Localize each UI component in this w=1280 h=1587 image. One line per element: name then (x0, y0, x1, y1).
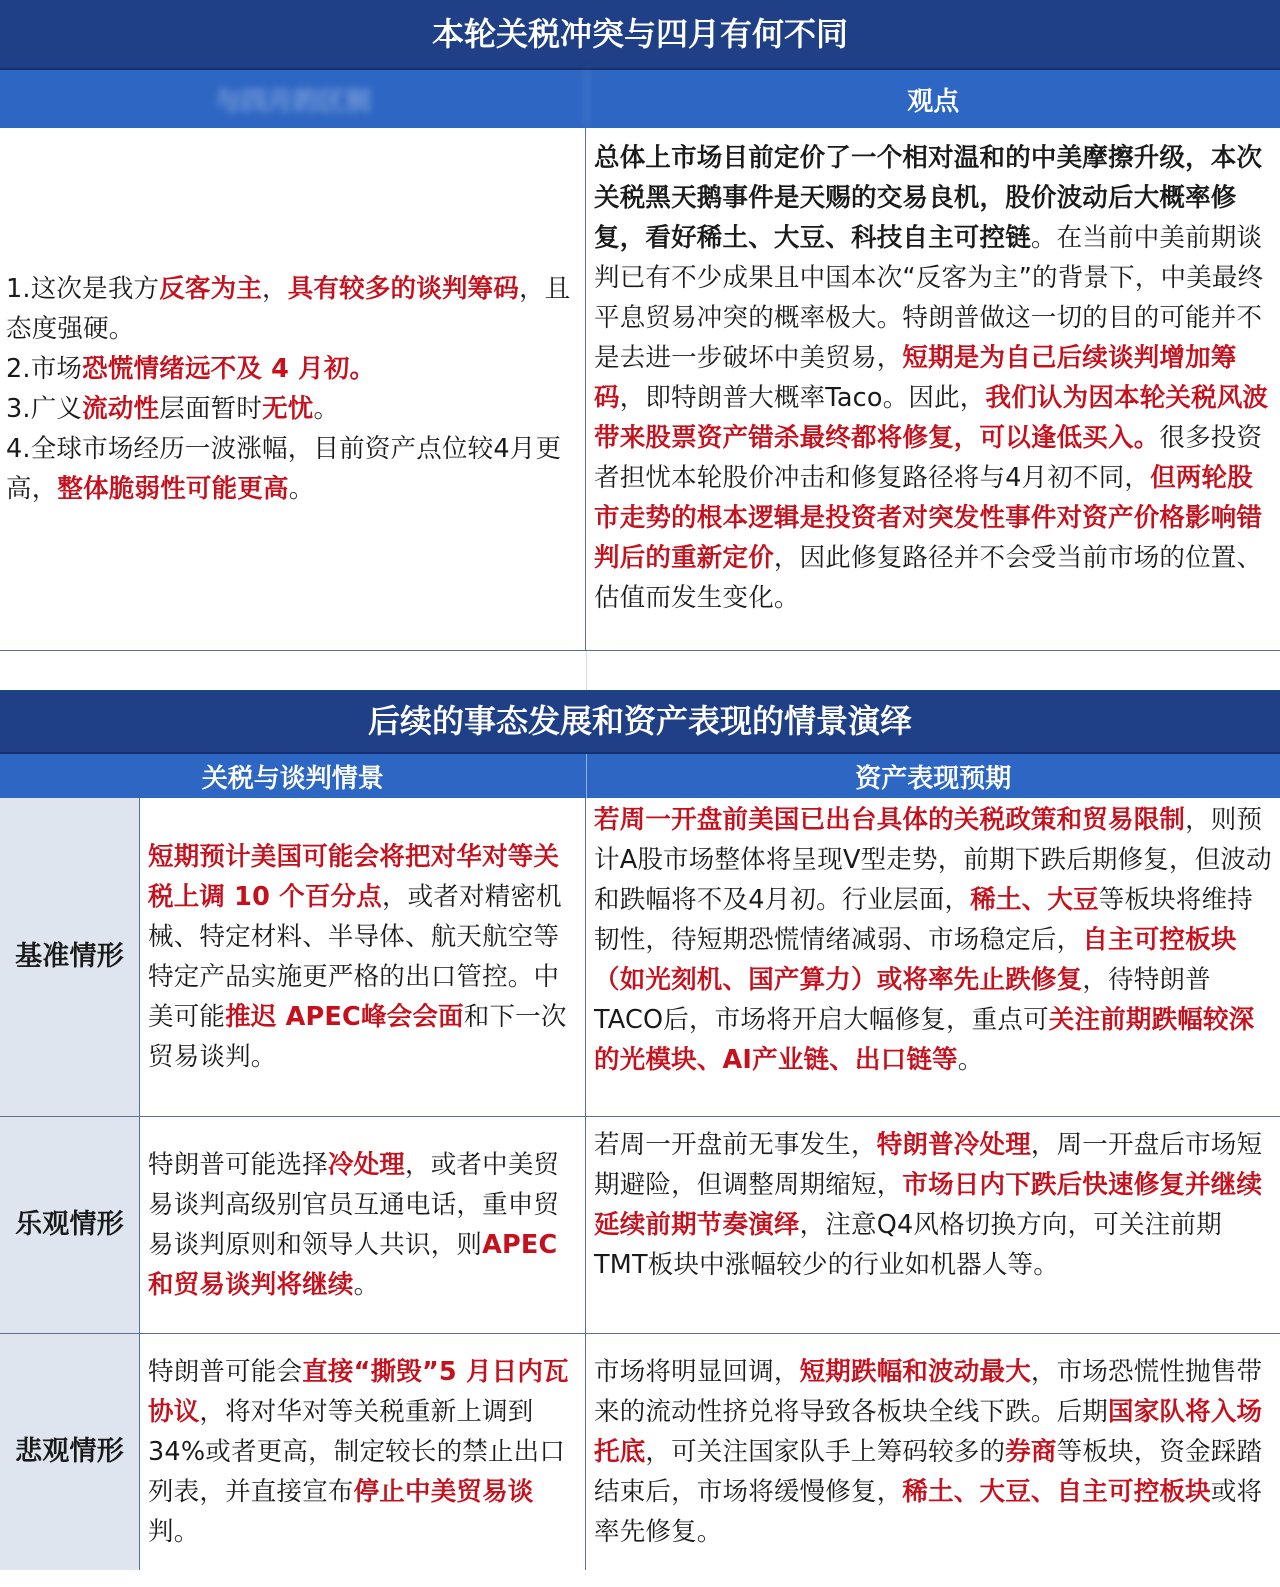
table-header-row (0, 754, 1280, 798)
expectation-highlight: 自主可控板块（如光刻机、国产算力）或将率先止跌修复 (594, 925, 1237, 995)
list-item (6, 349, 577, 389)
expectation-text: ，则预计A股市场整体将呈现V型走势，前期下跌后期修复，但波动和跌幅将不及4月初。行业层面， (594, 805, 1272, 915)
viewpoint-cell (586, 128, 1280, 650)
item-text: 2.市场 (6, 354, 83, 384)
condition-text: 特朗普可能会 (148, 1357, 303, 1387)
condition-highlight: APEC 和贸易谈判将继续 (148, 1230, 558, 1300)
expectation-highlight: 若周一开盘前美国已出台具体的关税政策和贸易限制 (594, 805, 1186, 835)
viewpoint-text: ，即特朗普大概率Taco。因此， (619, 383, 986, 413)
scenario-condition (140, 1117, 586, 1333)
expectation-highlight: 短期跌幅和波动最大 (799, 1357, 1031, 1387)
condition-highlight: 直接“撕毁”5 月日内瓦协议 (148, 1357, 569, 1427)
comparison-row (0, 128, 1280, 651)
item-text: 4.全球市场经历一波涨幅，目前资产点位较4月更高， (6, 434, 562, 504)
viewpoint-highlight: 我们认为因本轮关税风波带来股票资产错杀最终都将修复，可以逢低买入。 (594, 383, 1269, 453)
scenario-label: 悲观情形 (0, 1334, 140, 1570)
viewpoint-text: 很多投资者担忧本轮股价冲击和修复路径将与4月初不同， (594, 423, 1263, 493)
condition-text: ，或者中美贸易谈判高级别官员互通电话，重申贸易谈判原则和领导人共识，则 (148, 1150, 560, 1260)
viewpoint-highlight: 但两轮股市走势的根本逻辑是投资者对突发性事件对资产价格影响错判后的重新定价 (594, 463, 1263, 573)
scenario-expectation (586, 798, 1280, 1116)
expectation-text: 市场将明显回调， (594, 1357, 800, 1387)
expectation-highlight: 稀土、大豆 (970, 885, 1099, 915)
differences-cell (0, 128, 586, 650)
item-text: 层面暂时 (159, 394, 263, 424)
header-left-blurred: 与四月的区别 (0, 70, 587, 128)
header-right: 资产表现预期 (855, 763, 1012, 794)
item-text: 3.广义 (6, 394, 83, 424)
item-highlight: 无忧 (262, 394, 314, 424)
expectation-highlight: 券商 (1005, 1437, 1057, 1467)
item-text: 。 (313, 394, 340, 424)
expectation-text: 等板块，资金踩踏结束后，市场将缓慢修复， (594, 1437, 1263, 1507)
item-text: ， (262, 274, 288, 304)
scenario-condition (140, 798, 586, 1116)
scenario-label: 乐观情形 (0, 1117, 140, 1333)
expectation-text: ，周一开盘后市场短期避险，但调整周期缩短， (594, 1130, 1263, 1200)
viewpoint-text: 。在当前中美前期谈判已有不少成果且中国本次“反客为主”的背景下，中美最终平息贸易冲突的概率极大。特朗普做这一切的目的可能并不是去进一步破坏中美贸易， (594, 223, 1264, 373)
list-item (6, 429, 577, 509)
scenario-row-optimistic (0, 1117, 1280, 1334)
item-highlight: 流动性 (82, 394, 160, 424)
expectation-text: 等板块将维持韧性，待短期恐慌情绪减弱、市场稳定后， (594, 885, 1253, 955)
scenario-condition (140, 1334, 586, 1570)
expectation-text: 或将率先修复。 (594, 1477, 1263, 1547)
condition-text: 特朗普可能选择 (148, 1150, 328, 1180)
expectation-text: ，市场恐慌性抛售带来的流动性挤兑将导致各板块全线下跌。后期 (594, 1357, 1263, 1427)
table-title: 后续的事态发展和资产表现的情景演绎 (0, 690, 1280, 754)
comparison-table (0, 0, 1280, 692)
table-title: 本轮关税冲突与四月有何不同 (0, 0, 1280, 70)
scenario-table (0, 690, 1280, 1570)
condition-highlight: 短期预计美国可能会将把对华对等关税上调 10 个百分点 (148, 842, 560, 912)
condition-highlight: 冷处理 (327, 1150, 406, 1180)
scenario-label: 基准情形 (0, 798, 140, 1116)
differences-list (6, 269, 577, 509)
condition-text: ，将对华对等关税重新上调到34%或者更高，制定较长的禁止出口列表，并直接宣布 (148, 1397, 566, 1507)
condition-highlight: 停止中美贸易谈 (353, 1477, 534, 1507)
condition-text: 。 (353, 1270, 380, 1300)
expectation-highlight: 国家队将入场托底 (594, 1397, 1263, 1467)
viewpoint-lead: 总体上市场目前定价了一个相对温和的中美摩擦升级，本次关税黑天鹅事件是天赐的交易良机，股价波动后大概率修复，看好稀土、大豆、科技自主可控链 (594, 143, 1263, 253)
item-highlight: 具有较多的谈判筹码 (287, 274, 520, 304)
condition-text: 和下一次贸易谈判。 (148, 1002, 567, 1072)
list-item (6, 389, 577, 429)
condition-text: ，或者对精密机械、特定材料、半导体、航天航空等特定产品实施更严格的出口管控。中美可能 (148, 882, 562, 1032)
condition-text: 判。 (148, 1517, 200, 1547)
item-text: ，且态度强硬。 (6, 274, 571, 344)
expectation-text: ，待特朗普 TACO后，市场将开启大幅修复，重点可 (594, 965, 1211, 1035)
expectation-highlight: 特朗普冷处理 (876, 1130, 1031, 1160)
scenario-row-base (0, 798, 1280, 1117)
expectation-text: ，注意Q4风格切换方向，可关注前期TMT板块中涨幅较少的行业如机器人等。 (594, 1210, 1222, 1280)
expectation-text: 若周一开盘前无事发生， (594, 1130, 877, 1160)
viewpoint-highlight: 短期是为自己后续谈判增加筹码 (594, 343, 1237, 413)
scenario-expectation (586, 1334, 1280, 1570)
expectation-highlight: 关注前期跌幅较深的光模块、AI产业链、出口链等 (594, 1005, 1255, 1075)
expectation-text: 。 (957, 1045, 984, 1075)
item-text: 。 (288, 474, 315, 504)
item-highlight: 恐慌情绪远不及 4 月初。 (82, 354, 376, 384)
scenario-expectation (586, 1117, 1280, 1333)
expectation-highlight: 市场日内下跌后快速修复并继续延续前期节奏演绎 (594, 1170, 1263, 1240)
expectation-highlight: 稀土、大豆、自主可控板块 (902, 1477, 1211, 1507)
table-header-row (0, 70, 1280, 128)
item-highlight: 整体脆弱性可能更高 (57, 474, 289, 504)
viewpoint-text: ，因此修复路径并不会受当前市场的位置、估值而发生变化。 (594, 543, 1263, 613)
header-right: 观点 (907, 86, 960, 117)
item-highlight: 反客为主 (159, 274, 263, 304)
separator (0, 651, 1280, 692)
list-item (6, 269, 577, 349)
item-text: 1.这次是我方 (6, 274, 160, 304)
header-left: 关税与谈判情景 (0, 754, 587, 798)
scenario-row-pessimistic (0, 1334, 1280, 1570)
condition-highlight: 推迟 APEC峰会会面 (225, 1002, 464, 1032)
expectation-text: ，可关注国家队手上筹码较多的 (645, 1437, 1006, 1467)
